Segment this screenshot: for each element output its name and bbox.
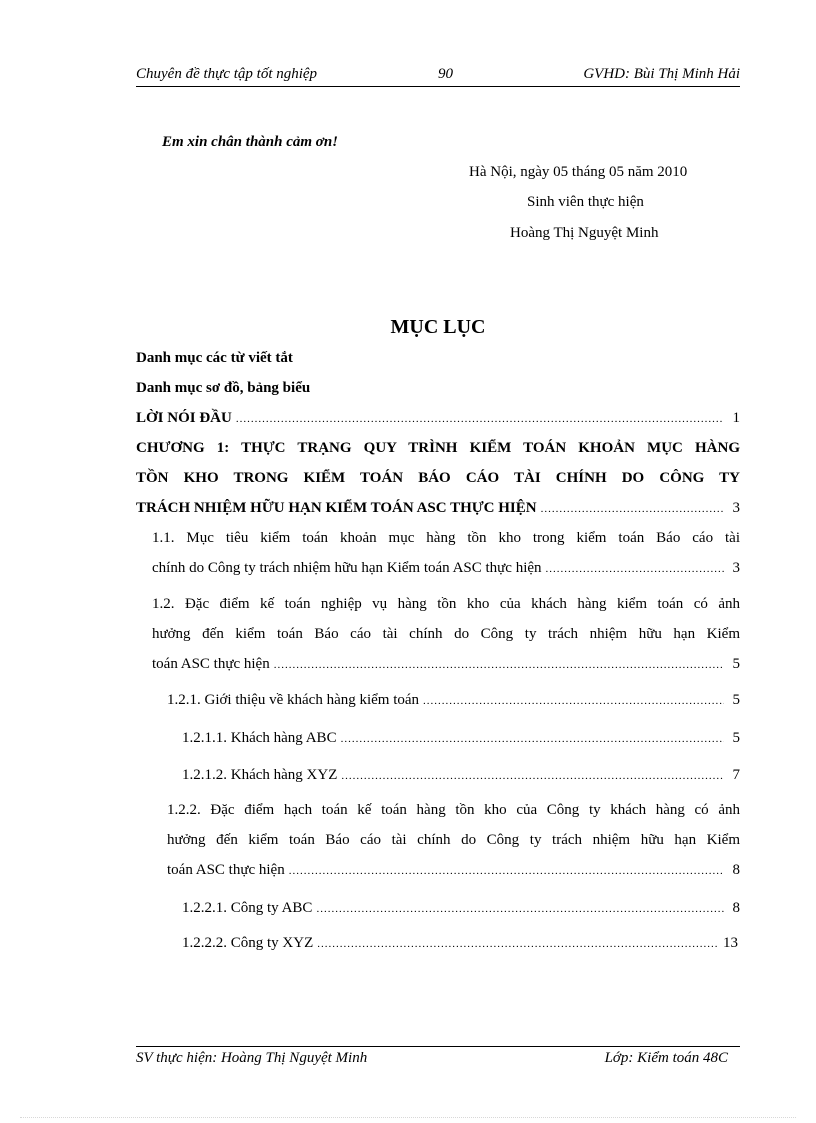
toc-entry-section-1-2-2[interactable] (167, 862, 740, 879)
toc-dot-leader (341, 733, 724, 745)
toc-section-1-2-2-line2[interactable]: hưởng đến kiểm toán Báo cáo tài chính do Công ty trách nhiệm hữu hạn Kiểm (167, 832, 740, 848)
toc-dot-leader (316, 903, 724, 915)
toc-dot-leader (289, 865, 724, 877)
page-footer (136, 1046, 740, 1069)
footer-class: Lớp: Kiểm toán 48C (604, 1050, 728, 1066)
toc-dot-leader (541, 503, 724, 515)
toc-abbreviations: Danh mục các từ viết tắt (136, 350, 293, 366)
toc-figures: Danh mục sơ đồ, bảng biểu (136, 380, 311, 396)
toc-entry-preface[interactable] (136, 410, 740, 427)
toc-entry-page: 5 (732, 730, 740, 746)
page-edge-divider (20, 1117, 796, 1118)
toc-dot-leader (546, 563, 724, 575)
thanks-text: Em xin chân thành cảm ơn! (162, 134, 339, 150)
toc-entry-label: LỜI NÓI ĐẦU (136, 410, 232, 426)
toc-entry-section-1-2-1-1[interactable] (182, 730, 740, 747)
toc-entry-label: 1.2.1. Giới thiệu về khách hàng kiểm toán (167, 692, 420, 708)
toc-title: MỤC LỤC (390, 316, 486, 338)
header-supervisor: GVHD: Bùi Thị Minh Hải (583, 66, 740, 82)
toc-entry-page: 5 (732, 692, 740, 708)
toc-chapter1-line2[interactable]: TỒN KHO TRONG KIỂM TOÁN BÁO CÁO TÀI CHÍNH DO CÔNG TY (136, 470, 740, 486)
toc-chapter1-line1[interactable]: CHƯƠNG 1: THỰC TRẠNG QUY TRÌNH KIỂM TOÁN KHOẢN MỤC HÀNG (136, 440, 740, 456)
toc-entry-label: 1.2.1.2. Khách hàng XYZ (182, 767, 338, 783)
toc-entry-chapter1[interactable] (136, 500, 740, 517)
toc-section-1-2-line2[interactable]: hưởng đến kiểm toán Báo cáo tài chính do Công ty trách nhiệm hữu hạn Kiểm (152, 626, 740, 642)
toc-dot-leader (274, 659, 724, 671)
toc-entry-label: toán ASC thực hiện (167, 862, 285, 878)
toc-entry-page: 8 (732, 862, 740, 878)
page-header (136, 66, 740, 87)
toc-dot-leader (236, 413, 724, 425)
toc-entry-label: TRÁCH NHIỆM HỮU HẠN KIỂM TOÁN ASC THỰC HIỆN (136, 500, 537, 516)
toc-section-1-2-2-line1[interactable]: 1.2.2. Đặc điểm hạch toán kế toán hàng tồn kho của Công ty khách hàng có ảnh (167, 802, 740, 818)
toc-entry-section-1-2-2-1[interactable] (182, 900, 740, 917)
toc-entry-label: 1.2.1.1. Khách hàng ABC (182, 730, 337, 746)
toc-section-1-2-line1[interactable]: 1.2. Đặc điểm kế toán nghiệp vụ hàng tồn kho của khách hàng kiểm toán có ảnh (152, 596, 740, 612)
toc-entry-page: 3 (732, 500, 740, 516)
toc-entry-section-1-1[interactable] (152, 560, 740, 577)
toc-dot-leader (341, 770, 724, 782)
toc-entry-section-1-2[interactable] (152, 656, 740, 673)
toc-entry-label: chính do Công ty trách nhiệm hữu hạn Kiểm toán ASC thực hiện (152, 560, 542, 576)
signature-name: Hoàng Thị Nguyệt Minh (510, 225, 659, 241)
toc-entry-page: 13 (723, 935, 738, 951)
toc-entry-page: 7 (732, 767, 740, 783)
toc-entry-page: 1 (732, 410, 740, 426)
toc-entry-section-1-2-1-2[interactable] (182, 767, 740, 784)
toc-entry-label: 1.2.2.1. Công ty ABC (182, 900, 313, 916)
header-page-number: 90 (438, 66, 453, 82)
toc-entry-section-1-2-1[interactable] (167, 692, 740, 709)
toc-dot-leader (317, 938, 719, 950)
signature-role: Sinh viên thực hiện (527, 194, 644, 210)
toc-entry-page: 8 (732, 900, 740, 916)
toc-entry-label: 1.2.2.2. Công ty XYZ (182, 935, 314, 951)
header-document-title: Chuyên đề thực tập tốt nghiệp (136, 66, 318, 82)
toc-dot-leader (423, 695, 724, 707)
toc-entry-page: 3 (732, 560, 740, 576)
signature-place-date: Hà Nội, ngày 05 tháng 05 năm 2010 (469, 164, 688, 180)
footer-student: SV thực hiện: Hoàng Thị Nguyệt Minh (136, 1050, 368, 1066)
toc-entry-page: 5 (732, 656, 740, 672)
toc-entry-label: toán ASC thực hiện (152, 656, 270, 672)
toc-entry-section-1-2-2-2[interactable] (182, 935, 738, 952)
toc-section-1-1-line1[interactable]: 1.1. Mục tiêu kiểm toán khoản mục hàng tồn kho trong kiểm toán Báo cáo tài (152, 530, 740, 546)
